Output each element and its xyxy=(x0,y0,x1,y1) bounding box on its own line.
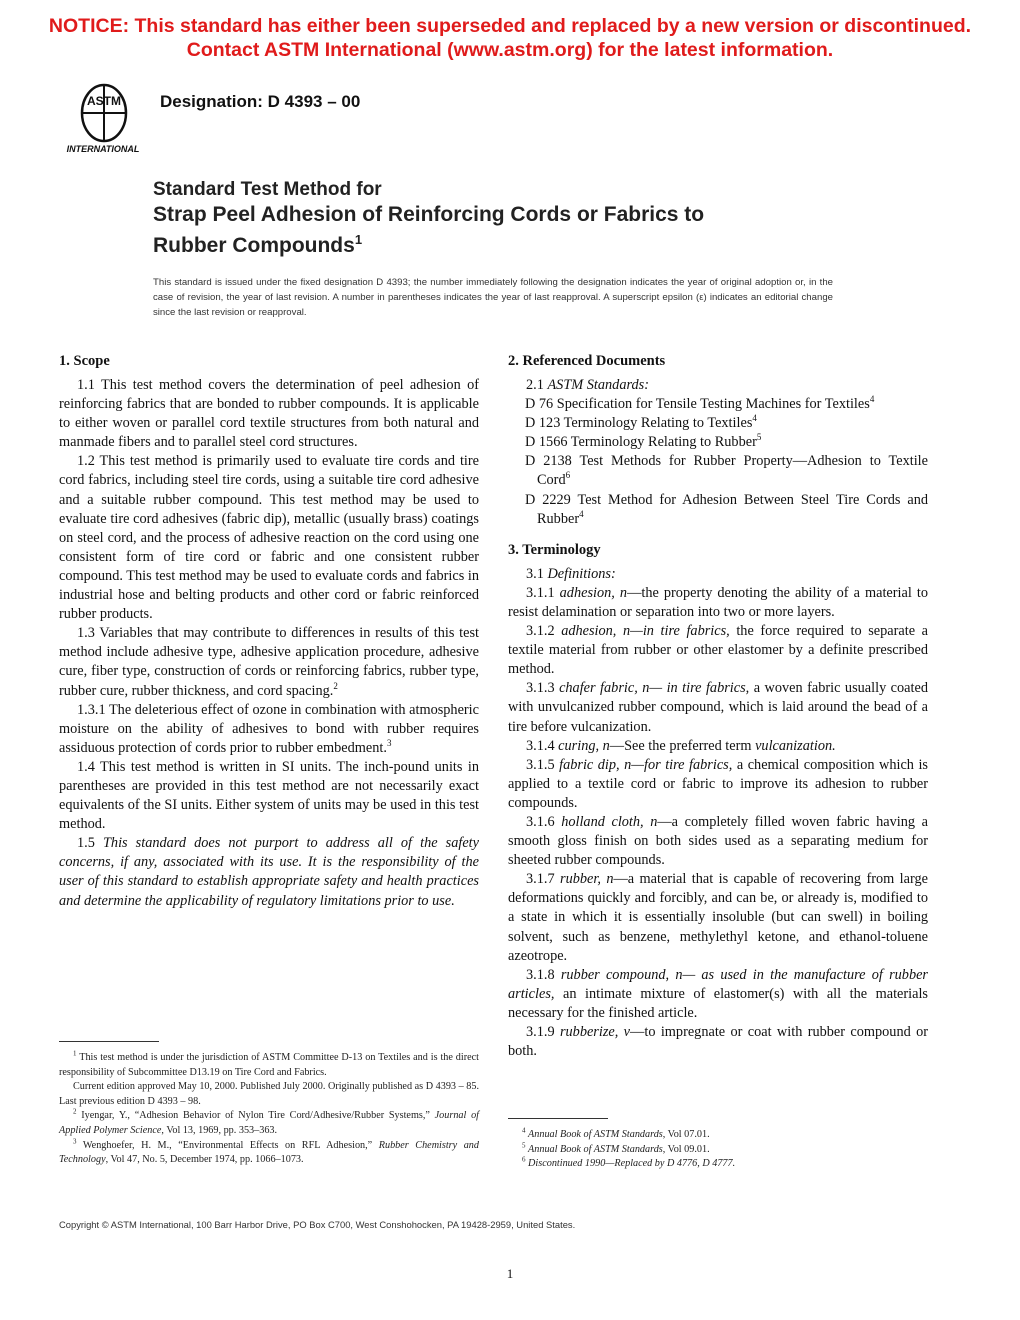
superseded-notice xyxy=(0,14,1020,62)
paragraph-1-2: 1.2 This test method is primarily used to evaluate tire cords and tire cord fabrics, including steel tire cords, using a suitable tire cord adhesive and a suitable rubber compound. This test method may be used to evaluate tire cord adhesives (fabric dip), metallic (usually brass) coatings on steel cord, and the process of adhesive reaction on the cord using one consistent form of tire cord or fabric and one consistent rubber compound. This test method may be used to evaluate cords and fabrics in industrial hose and belting products and other cord or fabric reinforced rubber products. xyxy=(59,453,479,623)
footnote-2: $^2$ Iyengar, Y., “Adhesion Behavior of Nylon Tire Cord/Adhesive/Rubber Systems,” Journal of Applied Polymer Science, Vol 13, 1969, pp. 353–363. xyxy=(59,1107,480,1136)
definition-adhesion: 3.1.1 adhesion, n—the property denoting the ability of a material to resist delamination or separation into two or more layers. xyxy=(508,584,929,620)
definition-curing: 3.1.4 curing, n—See the preferred term vulcanization. xyxy=(526,737,836,754)
footnote-1: $^1$ This test method is under the jurisdiction of ASTM Committee D-13 on Textiles and is the direct responsibility of Subcommittee D13.19 on Tire Cord and Fabrics. xyxy=(59,1049,479,1078)
title-line-3: Rubber Compounds$^1$ xyxy=(153,232,363,257)
notice-line-2: Contact ASTM International (www.astm.org) for the latest information. xyxy=(186,39,834,61)
paragraph-1-3: 1.3 Variables that may contribute to differences in results of this test method include adhesive type, adhesive application procedure, adhesive cure, fiber type, construction of cords or reinforcing fabrics, rubber type, rubber cure, rubber thickness, and cord spacing.$^2$ xyxy=(59,625,479,699)
definition-adhesion-tire-fabrics: 3.1.2 adhesion, n—in tire fabrics, the force required to separate a textile material from rubber or other elastomer by a definite prescribed method. xyxy=(508,623,928,678)
footnotes-right xyxy=(508,1128,928,1172)
footnotes-left xyxy=(59,1051,479,1168)
definition-rubberize: 3.1.9 rubberize, v—to impregnate or coat with rubber compound or both. xyxy=(508,1024,929,1060)
section-heading-scope: 1. Scope xyxy=(59,353,110,369)
copyright-line: Copyright © ASTM International, 100 Barr Harbor Drive, PO Box C700, West Conshohocken, PA 19428-2959, United States. xyxy=(59,1219,576,1230)
footnote-ref-3[interactable]: 3 xyxy=(386,738,392,749)
paragraph-1-4: 1.4 This test method is written in SI units. The inch-pound units in parentheses are provided in this test method are not necessarily exact equivalents of the SI units. Either system of units may be used in this test method. xyxy=(59,758,479,833)
section-heading-referenced-documents: 2. Referenced Documents xyxy=(508,353,666,369)
notice-line-1: NOTICE: This standard has either been superseded and replaced by a new version or discontinued. xyxy=(48,15,972,37)
definition-rubber-compound: 3.1.8 rubber compound, n— as used in the manufacture of rubber articles, an intimate mixture of elastomer(s) with all the materials necessary for the finished article. xyxy=(508,966,928,1021)
footnote-1-edition: Current edition approved May 10, 2000. Published July 2000. Originally published as D 4393 – 85. Last previous edition D 4393 – 98. xyxy=(59,1081,479,1107)
paragraph-1-3-1: 1.3.1 The deleterious effect of ozone in combination with atmospheric moisture on the ability of adhesives to bond with rubber requires assiduous protection of cords prior to rubber embedment.$^3$ xyxy=(59,701,479,756)
section-heading-terminology: 3. Terminology xyxy=(508,541,601,558)
subsection-definitions: 3.1 Definitions: xyxy=(526,565,616,582)
reference-item: D 1566 Terminology Relating to Rubber$^5$ xyxy=(525,432,762,451)
reference-item: D 123 Terminology Relating to Textiles$^4$ xyxy=(525,413,757,432)
logo-mark-text: ASTM xyxy=(87,94,121,108)
definition-fabric-dip: 3.1.5 fabric dip, n—for tire fabrics, a chemical composition which is applied to a textile cord or fabric to improve its adhesion to rubber compounds. xyxy=(508,756,928,811)
footnote-ref-2[interactable]: 2 xyxy=(333,680,338,691)
definition-chafer-fabric: 3.1.3 chafer fabric, n— in tire fabrics, a woven fabric usually coated with unvulcanized rubber compound, which is laid around the bead of a tire before vulcanization. xyxy=(508,680,928,735)
footnote-6: $^6$ Discontinued 1990—Replaced by D 4776, D 4777. xyxy=(522,1155,736,1170)
reference-item: D 2229 Test Method for Adhesion Between Steel Tire Cords and Rubber$^4$ xyxy=(525,491,928,527)
issuance-statement: This standard is issued under the fixed designation D 4393; the number immediately following the designation indicates the year of original adoption or, in the case of revision, the year of last revision. A number in parentheses indicates the year of last reapproval. A superscript epsilon (ε) indicates an editorial change since the last revision or reapproval. xyxy=(153,277,833,318)
left-column xyxy=(59,352,479,911)
designation: Designation: D 4393 – 00 xyxy=(160,92,361,111)
page-number: 1 xyxy=(506,1266,514,1281)
reference-item: D 2138 Test Methods for Rubber Property—Adhesion to Textile Cord$^6$ xyxy=(525,453,928,489)
title-line-1: Standard Test Method for xyxy=(153,179,382,200)
astm-logo xyxy=(60,80,146,154)
footnote-5: $^5$ Annual Book of ASTM Standards, Vol 09.01. xyxy=(522,1141,710,1155)
logo-international-text: INTERNATIONAL xyxy=(66,144,140,154)
definition-rubber: 3.1.7 rubber, n—a material that is capable of recovering from large deformations quickly and forcibly, and can be, or already is, modified to a state in which it is essentially insoluble (but can swell) in boiling solvent, such as benzene, methylethyl ketone, and ethanol-toluene azeotrope. xyxy=(508,871,928,964)
title-footnote-ref[interactable]: 1 xyxy=(354,232,363,247)
footnote-rule-left xyxy=(59,1041,159,1042)
document-title xyxy=(153,178,704,258)
footnote-rule-right xyxy=(508,1118,608,1119)
footnote-3: $^3$ Wenghoefer, H. M., “Environmental Effects on RFL Adhesion,” Rubber Chemistry and Technology, Vol 47, No. 5, December 1974, pp. 1066–1073. xyxy=(59,1137,479,1166)
paragraph-1-1: 1.1 This test method covers the determination of peel adhesion of reinforcing fabrics that are bonded to rubber compounds. It is applicable to either woven or parallel cord textile structures from both natural and manmade fibers and to parallel steel cord structures. xyxy=(59,377,479,451)
title-line-2: Strap Peel Adhesion of Reinforcing Cords or Fabrics to xyxy=(153,203,705,226)
definition-holland-cloth: 3.1.6 holland cloth, n—a completely filled woven fabric having a smooth gloss finish on both sides used as a separating medium for sheeted rubber compounds. xyxy=(508,813,928,869)
right-column xyxy=(508,352,928,1061)
subsection-astm-standards: 2.1 ASTM Standards: xyxy=(526,377,649,393)
paragraph-1-5: 1.5 This standard does not purport to address all of the safety concerns, if any, associated with its use. It is the responsibility of the user of this standard to establish appropriate safety and health practices and determine the applicability of regulatory limitations prior to use. xyxy=(59,835,479,909)
reference-item: D 76 Specification for Tensile Testing Machines for Textiles$^4$ xyxy=(525,394,875,413)
footnote-4: $^4$ Annual Book of ASTM Standards, Vol 07.01. xyxy=(522,1126,710,1140)
